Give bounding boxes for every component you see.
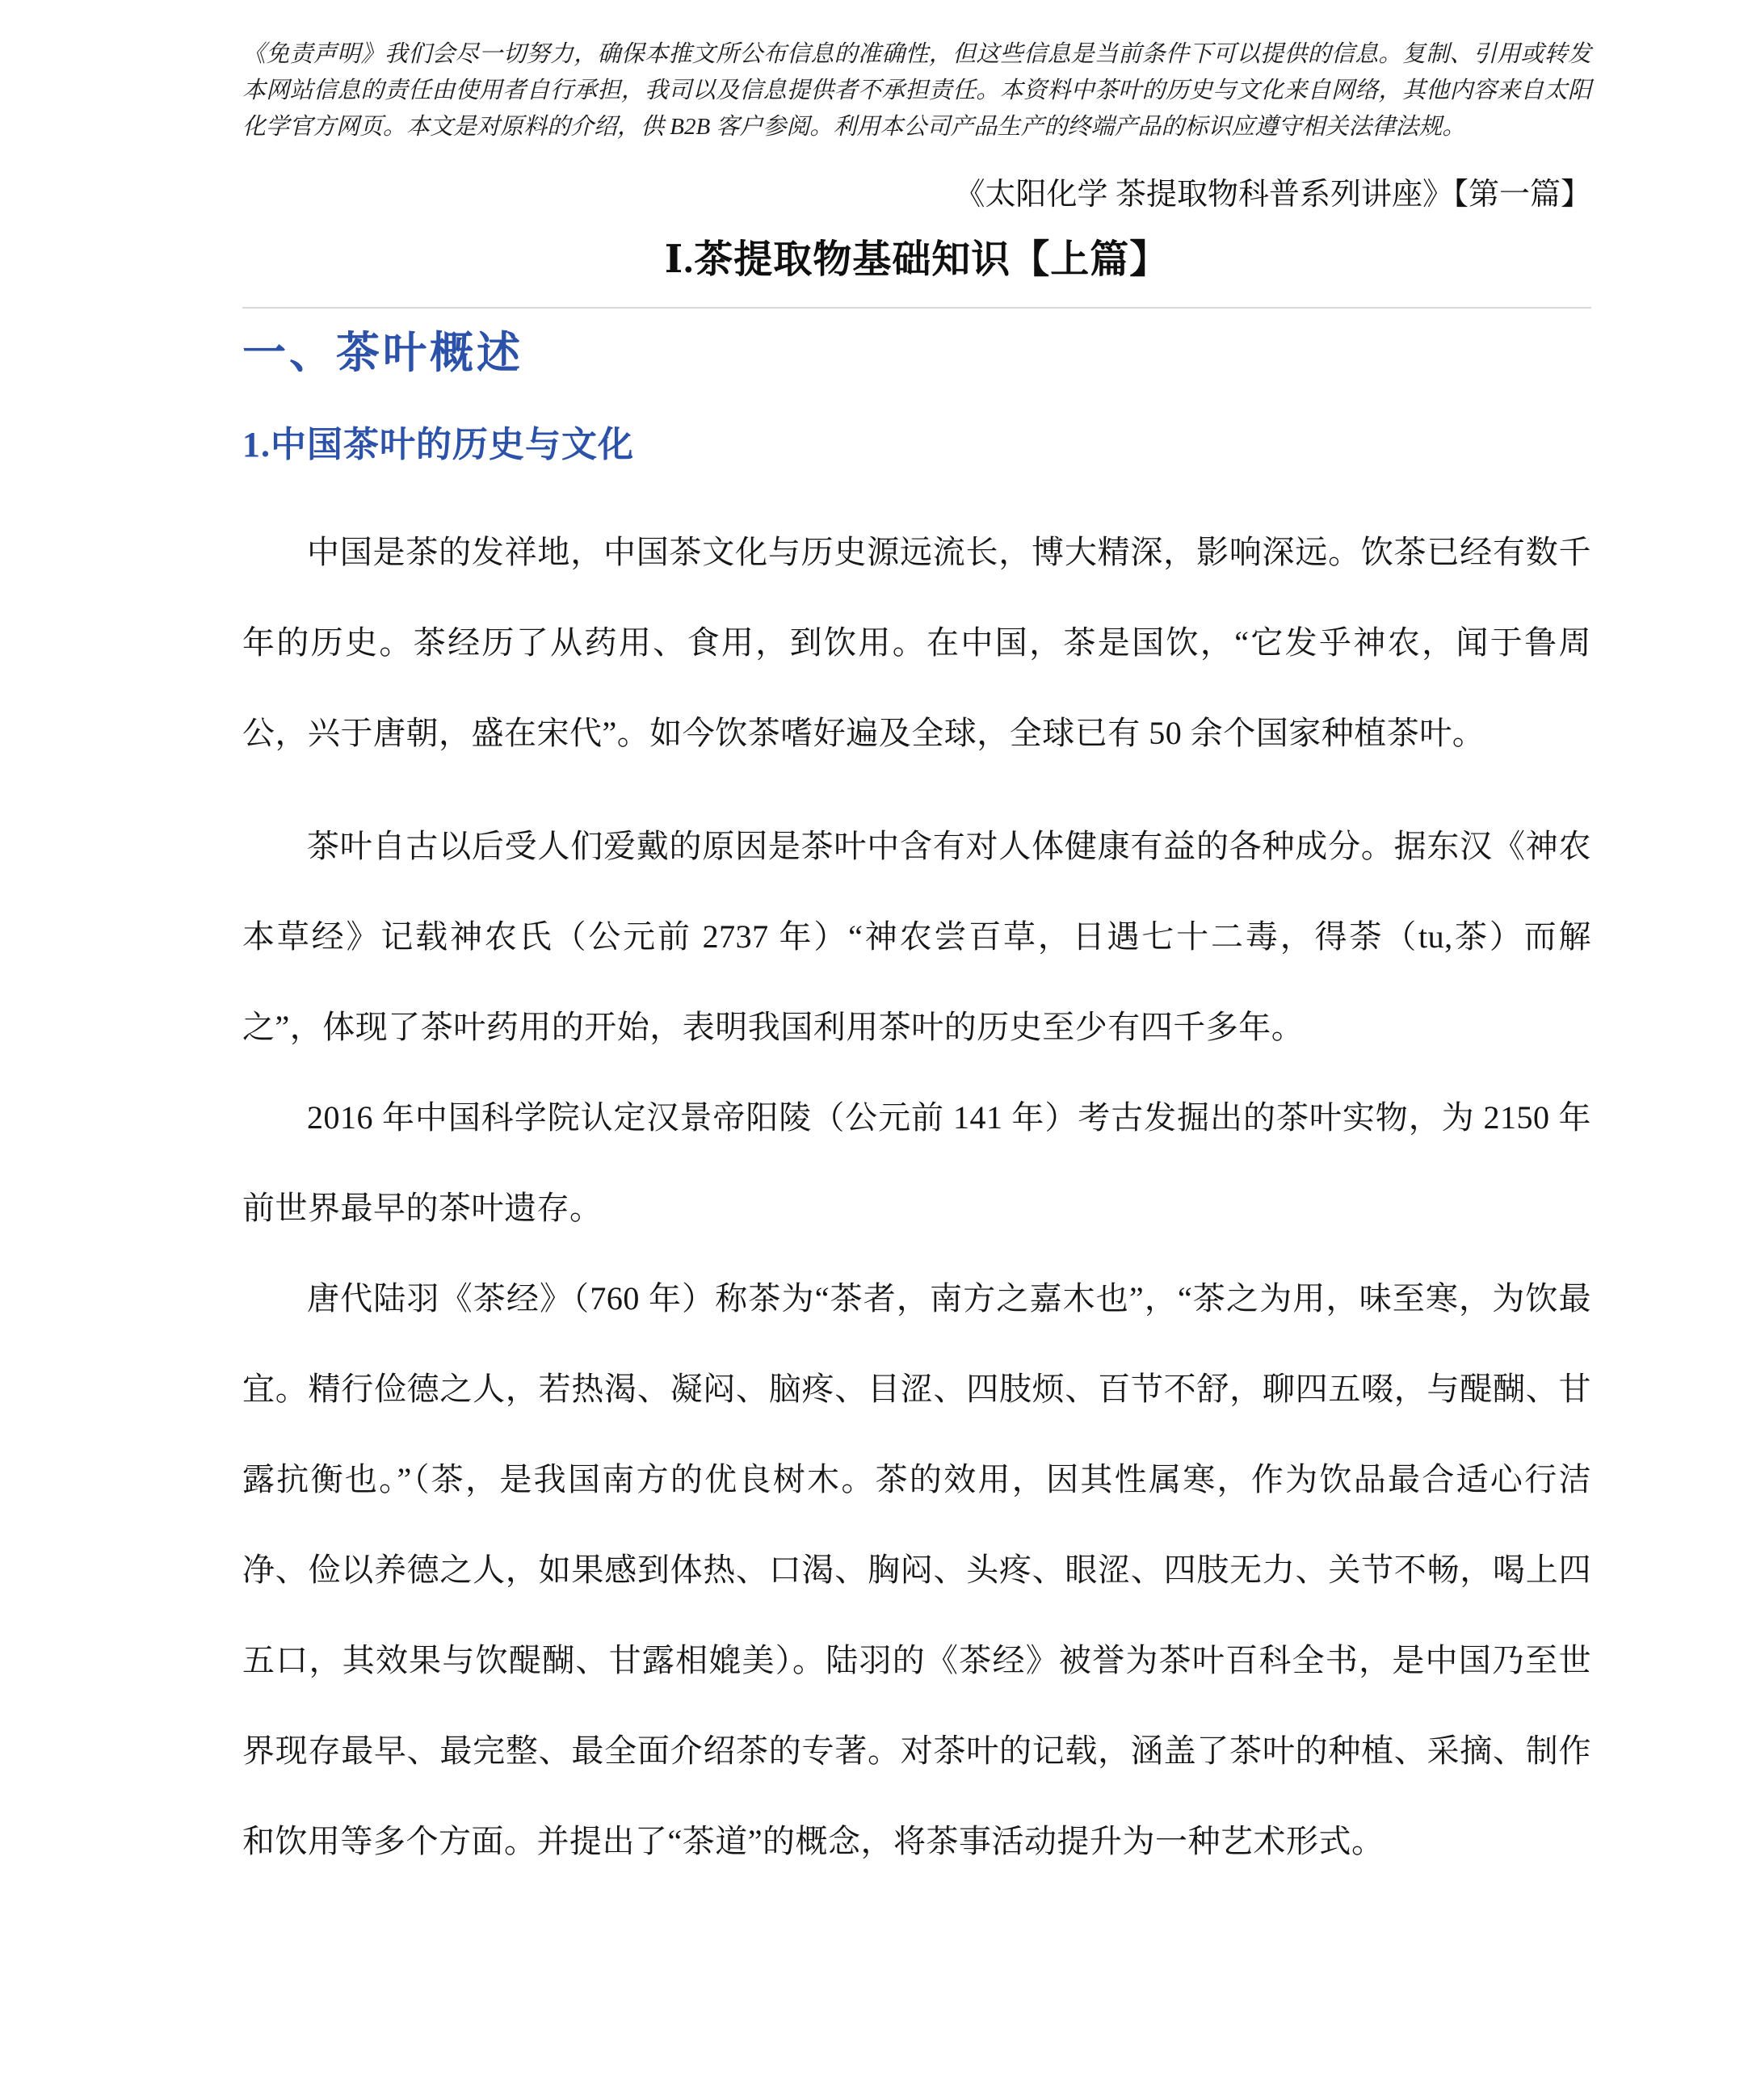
paragraph-shennong-legend: 茶叶自古以后受人们爱戴的原因是茶叶中含有对人体健康有益的各种成分。据东汉《神农本草经》记载神农氏（公元前 2737 年）“神农尝百草，日遇七十二毒，得荼（tu,茶）而解之”，体现了茶叶药用的开始，表明我国利用茶叶的历史至少有四千多年。 bbox=[242, 828, 1591, 1045]
section-heading-tea-overview: 一、茶叶概述 bbox=[242, 329, 523, 377]
title-divider bbox=[242, 307, 1591, 309]
disclaimer-text: 《免责声明》我们会尽一切努力，确保本推文所公布信息的准确性，但这些信息是当前条件下可以提供的信息。复制、引用或转发本网站信息的责任由使用者自行承担，我司以及信息提供者不承担责任。本资料中茶叶的历史与文化来自网络，其他内容来自太阳化学官方网页。本文是对原料的介绍，供 B2B 客户参阅。利用本公司产品生产的终端产品的标识应遵守相关法律法规。 bbox=[242, 41, 1591, 140]
subsection-heading-history-culture: 1.中国茶叶的历史与文化 bbox=[242, 425, 634, 464]
series-subtitle: 《太阳化学 茶提取物科普系列讲座》【第一篇】 bbox=[954, 178, 1591, 212]
page-title: Ⅰ.茶提取物基础知识【上篇】 bbox=[664, 238, 1170, 281]
paragraph-tea-origin: 中国是茶的发祥地，中国茶文化与历史源远流长，博大精深，影响深远。饮茶已经有数千年的历史。茶经历了从药用、食用，到饮用。在中国，茶是国饮，“它发乎神农，闻于鲁周公，兴于唐朝，盛在宋代”。如今饮茶嗜好遍及全球，全球已有 50 余个国家种植茶叶。 bbox=[242, 534, 1591, 751]
paragraph-han-tomb-discovery: 2016 年中国科学院认定汉景帝阳陵（公元前 141 年）考古发掘出的茶叶实物，为 2150 年前世界最早的茶叶遗存。 bbox=[242, 1099, 1591, 1226]
paragraph-luyu-tea-classic: 唐代陆羽《茶经》（760 年）称茶为“茶者，南方之嘉木也”，“茶之为用，味至寒，为饮最宜。精行俭德之人，若热渴、凝闷、脑疼、目涩、四肢烦、百节不舒，聊四五啜，与醍醐、甘露抗衡也。”（茶，是我国南方的优良树木。茶的效用，因其性属寒，作为饮品最合适心行洁净、俭以养德之人，如果感到体热、口渴、胸闷、头疼、眼涩、四肢无力、关节不畅，喝上四五口，其效果与饮醍醐、甘露相媲美）。陆羽的《茶经》被誉为茶叶百科全书，是中国乃至世界现存最早、最完整、最全面介绍茶的专著。对茶叶的记载，涵盖了茶叶的种植、采摘、制作和饮用等多个方面。并提出了“茶道”的概念，将茶事活动提升为一种艺术形式。 bbox=[242, 1280, 1591, 1859]
